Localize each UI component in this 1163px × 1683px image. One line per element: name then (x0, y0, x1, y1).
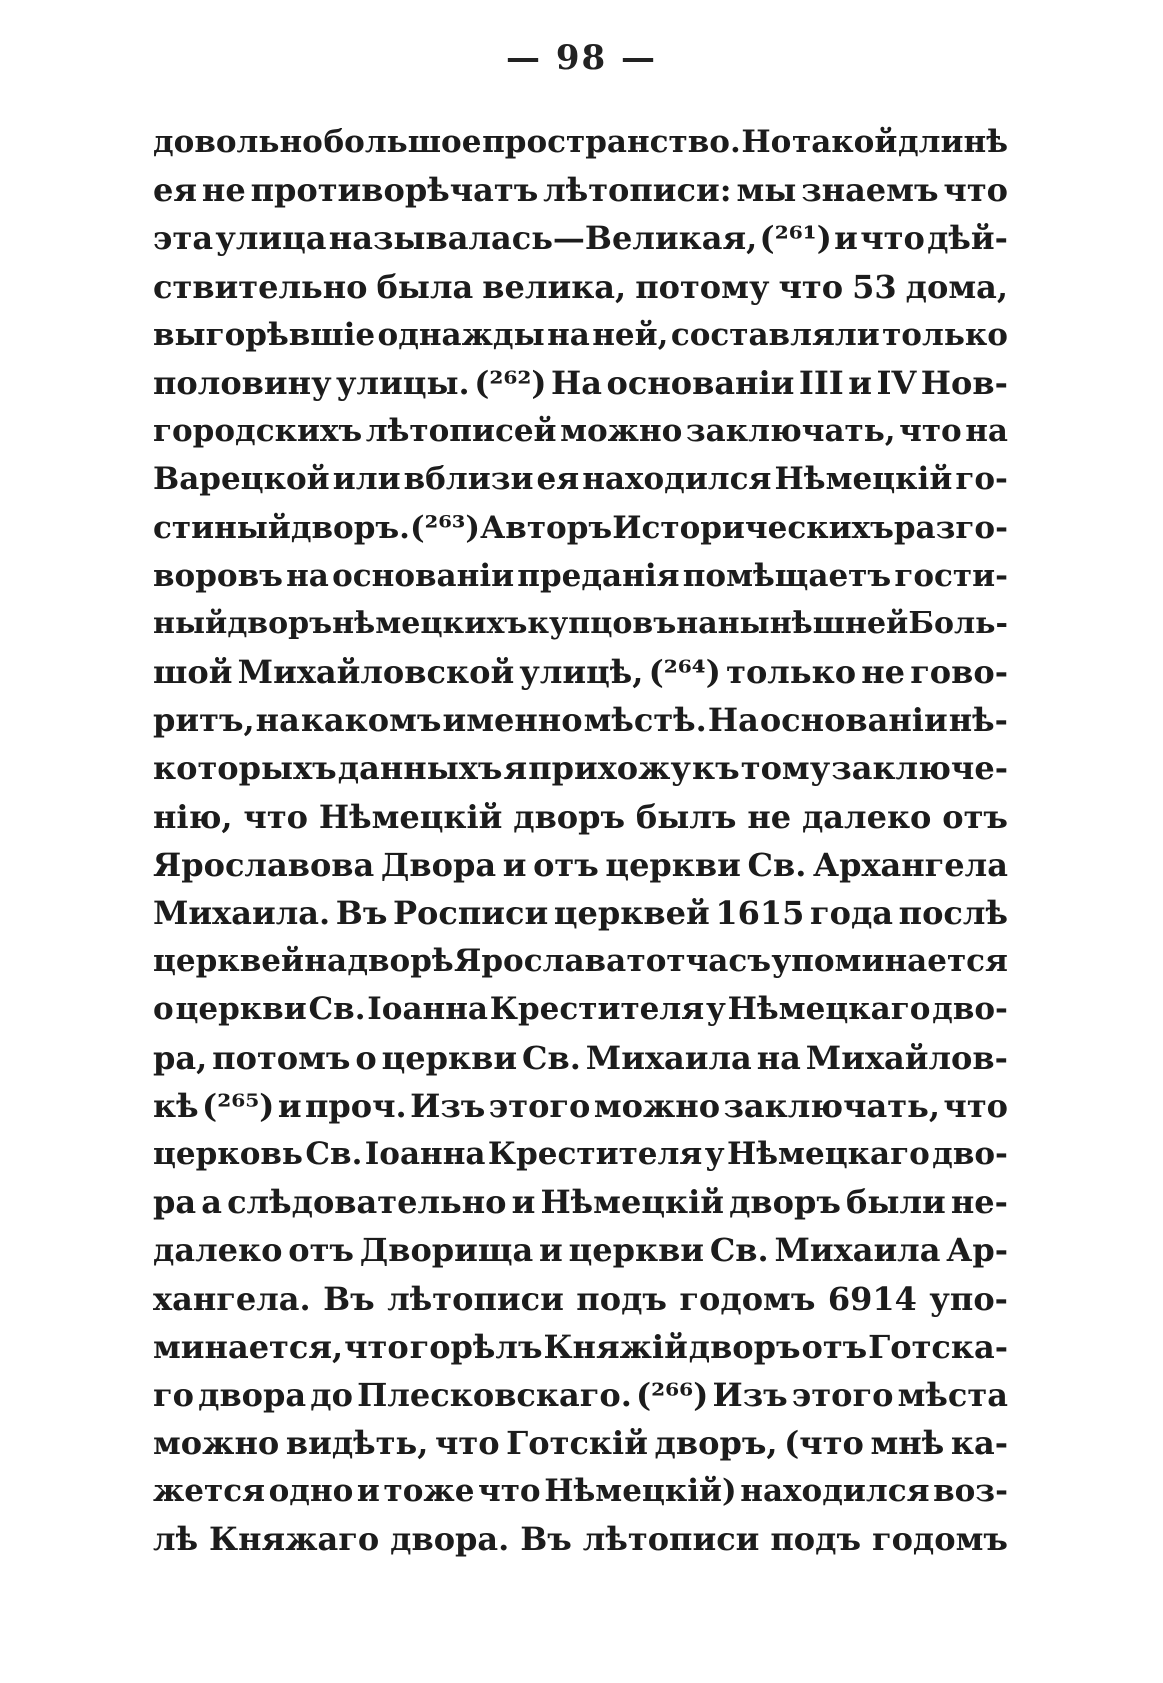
text-line: жется одно и тоже что Нѣмецкій) находился воз- (153, 1473, 1008, 1510)
text-line: можно видѣть, что Готскій дворъ, (что мнѣ ка- (153, 1424, 1008, 1463)
text-line: которыхъ данныхъ я прихожу къ тому заключе- (153, 749, 1008, 788)
text-line: ритъ, на какомъ именно мѣстѣ. На основаніи нѣ- (153, 701, 1008, 740)
text-line: церквей на дворѣ Ярослава тотчасъ упоминается (153, 943, 1008, 980)
text-line: воровъ на основаніи преданія помѣщаетъ гости- (153, 557, 1008, 594)
text-line: Варецкой или вблизи ея находился Нѣмецкій го- (153, 461, 1008, 498)
body-text (153, 118, 1008, 1564)
text-line: выгорѣвшіе однажды на ней, составляли только (153, 316, 1008, 353)
text-line: довольно большое пространство. Но такой длинѣ (153, 124, 1008, 160)
text-line: нію, что Нѣмецкій дворъ былъ не далеко отъ (153, 797, 1008, 836)
text-line: кѣ (²⁶⁵) и проч. Изъ этого можно заключать, что (153, 1086, 1008, 1125)
text-line: городскихъ лѣтописей можно заключать, что на (153, 413, 1008, 450)
text-line: ея не противорѣчатъ лѣтописи: мы знаемъ что (153, 171, 1008, 210)
text-line: минается, что горѣлъ Княжій дворъ отъ Готска- (153, 1327, 1008, 1366)
page-number: — 98 — (506, 38, 657, 78)
text-line: лѣ Княжаго двора. Въ лѣтописи подъ годомъ (153, 1520, 1008, 1559)
text-line: го двора до Плесковскаго. (²⁶⁶) Изъ этого мѣста (153, 1375, 1008, 1414)
text-line: Михаила. Въ Росписи церквей 1615 года послѣ (153, 894, 1008, 932)
text-line: о церкви Св. Іоанна Крестителя у Нѣмецкаго дво- (153, 991, 1008, 1028)
text-line: ствительно была велика, потому что 53 дома, (153, 267, 1008, 306)
text-line: ра а слѣдовательно и Нѣмецкій дворъ были не- (153, 1183, 1008, 1222)
text-line: стиный дворъ. (²⁶³) Авторъ Историческихъ разго- (153, 509, 1008, 546)
text-line: церковь Св. Іоанна Крестителя у Нѣмецкаго дво- (153, 1135, 1008, 1172)
text-line: Ярославова Двора и отъ церкви Св. Архангела (153, 845, 1008, 884)
text-line: половину улицы. (²⁶²) На основаніи III и IV Нов- (153, 363, 1008, 402)
text-line: далеко отъ Дворища и церкви Св. Михаила Ар- (153, 1231, 1008, 1270)
text-line: эта улица называлась—Великая, (²⁶¹) и что дѣй- (153, 219, 1008, 258)
text-line: ра, потомъ о церкви Св. Михаила на Михайлов- (153, 1038, 1008, 1077)
text-line: ный дворъ нѣмецкихъ купцовъ на нынѣшней Боль- (153, 605, 1008, 641)
text-line: хангела. Въ лѣтописи подъ годомъ 6914 упо- (153, 1279, 1008, 1318)
text-line: шой Михайловской улицѣ, (²⁶⁴) только не гово- (153, 653, 1008, 692)
